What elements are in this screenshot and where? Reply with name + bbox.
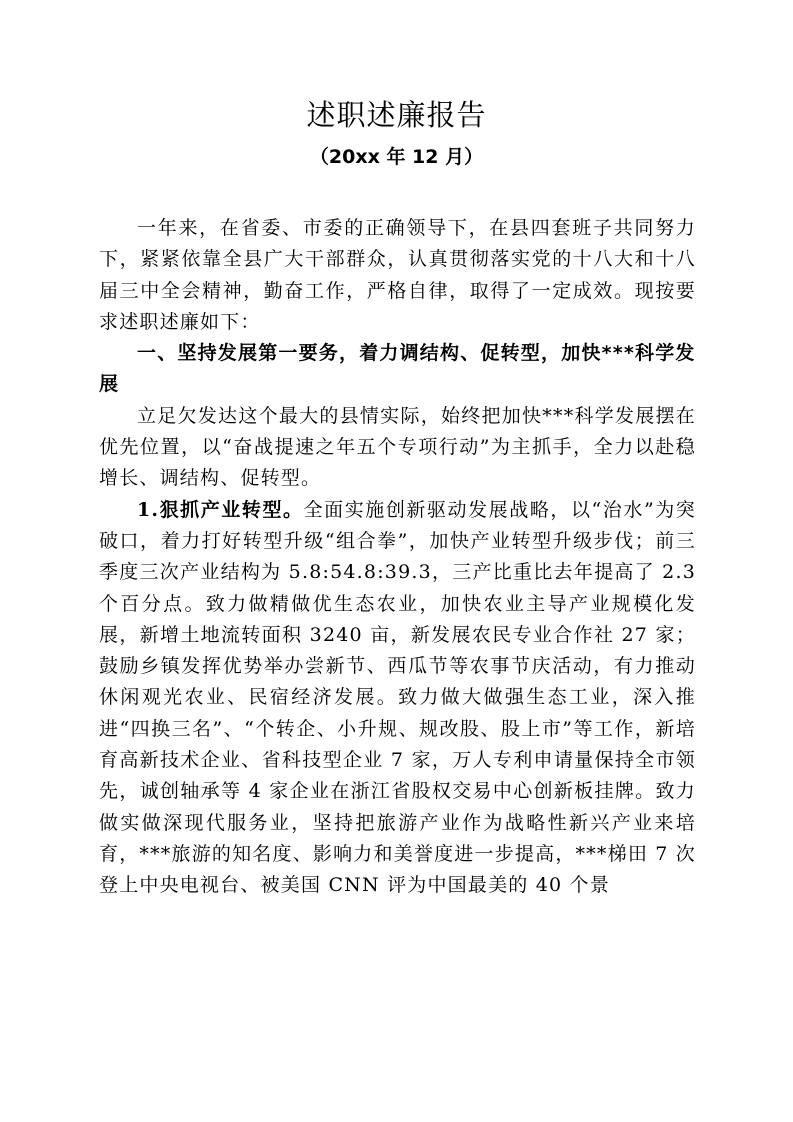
document-date: （20xx 年 12 月） <box>309 146 484 168</box>
section-paragraph: 立足欠发达这个最大的县情实际，始终把加快***科学发展摆在优先位置，以“奋战提速之年五个专项行动”为主抓手，全力以赴稳增长、调结构、促转型。 <box>99 404 696 490</box>
item-lead: 1.狠抓产业转型。 <box>137 498 304 521</box>
document-body <box>99 213 696 902</box>
intro-paragraph: 一年来，在省委、市委的正确领导下，在县四套班子共同努力下，紧紧依靠全县广大干部群众，认真贯彻落实党的十八大和十八届三中全会精神，勤奋工作，严格自律，取得了一定成效。现按要求述职述廉如下： <box>99 217 696 333</box>
document-title: 述职述廉报告 <box>306 98 487 132</box>
section-heading: 一、坚持发展第一要务，着力调结构、促转型，加快***科学发展 <box>99 342 696 396</box>
item-text: 全面实施创新驱动发展战略，以“治水”为突破口，着力打好转型升级“组合拳”，加快产业转型升级步伐；前三季度三次产业结构为 5.8:54.8:39.3，三产比重比去年提高了 2.3 个百分点。致力做精做优生态农业，加快农业主导产业规模化发展，新增土地流转面积 3240 亩，新发展农民专业合作社 27 家；鼓励乡镇发挥优势举办尝新节、西瓜节等农事节庆活动，有力推动休闲观光农业、民宿经济发展。致力做大做强生态工业，深入推进“四换三名”、“个转企、小升规、规改股、股上市”等工作，新培育高新技术企业、省科技型企业 7 家，万人专利申请量保持全市领先，诚创轴承等 4 家企业在浙江省股权交易中心创新板挂牌。致力做实做深现代服务业，坚持把旅游产业作为战略性新兴产业来培育，***旅游的知名度、影响力和美誉度进一步提高，***梯田 7 次登上中央电视台、被美国 CNN 评为中国最美的 40 个景 <box>99 498 696 897</box>
item-paragraph <box>99 495 696 902</box>
